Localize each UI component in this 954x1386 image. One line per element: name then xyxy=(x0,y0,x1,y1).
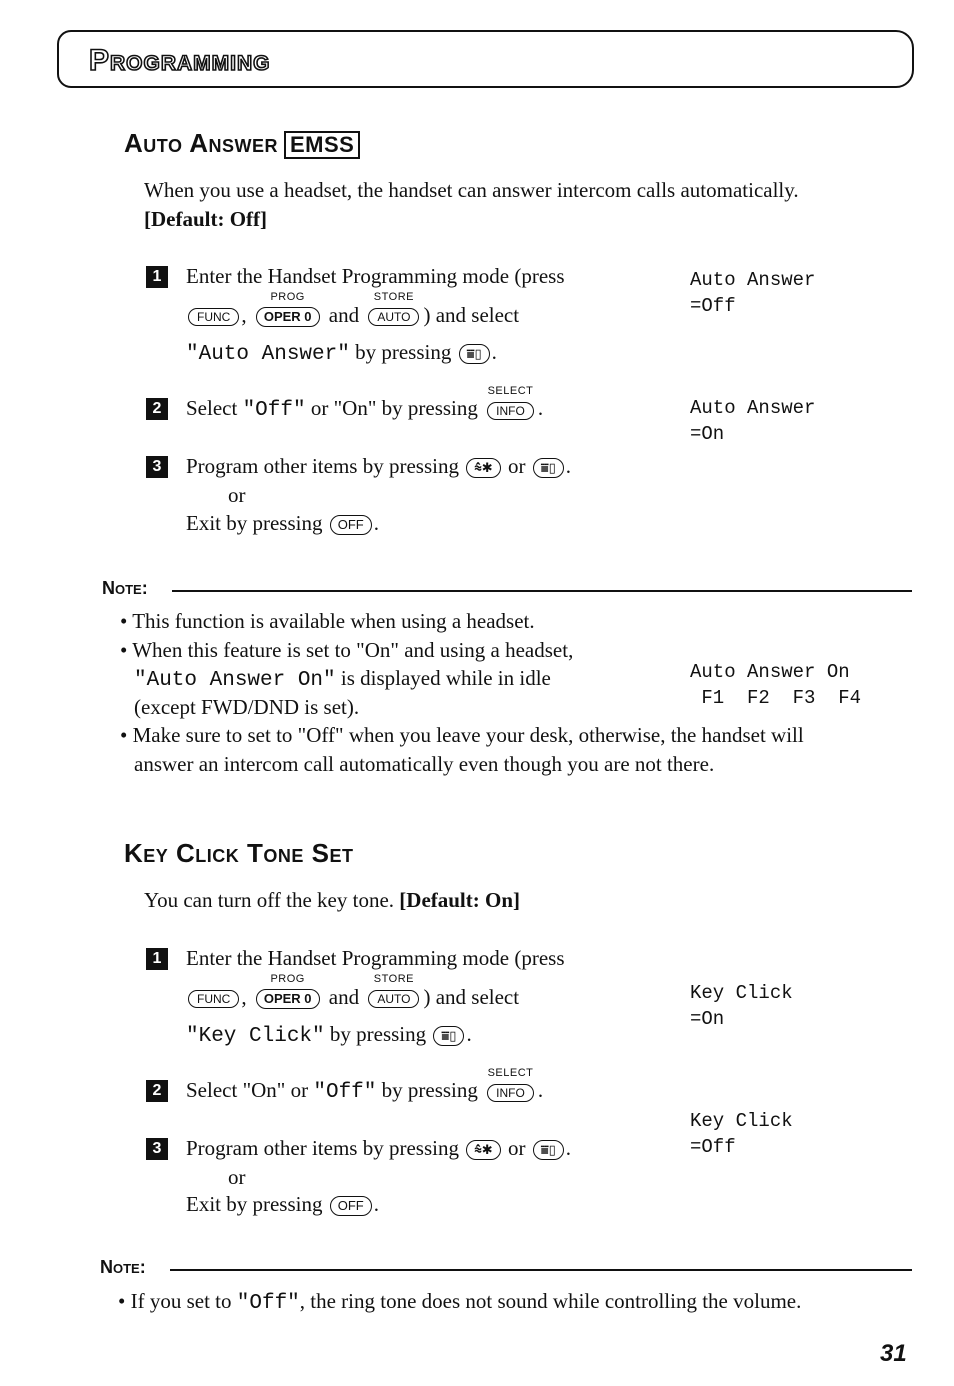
menu-item-name: "Key Click" xyxy=(186,1025,325,1048)
step-1-line-2: FUNC , PROG OPER 0 and STORE AUTO ) and select xyxy=(186,974,519,1010)
step-1-line-3: "Key Click" by pressing ⩸▯ . xyxy=(186,1022,472,1048)
info-key-icon: SELECT INFO xyxy=(487,1067,534,1101)
lcd-display-2: Auto Answer =On xyxy=(690,397,816,445)
oper-key-icon: PROG OPER 0 xyxy=(254,292,322,328)
note-item-cont: answer an intercom call automatically even though you are not there. xyxy=(134,752,715,776)
step-3-line: Program other items by pressing ⩯✱ or ⩸▯ . xyxy=(186,454,572,478)
note-label: Note: xyxy=(102,578,148,598)
step-number: 3 xyxy=(146,456,168,478)
func-key-icon: FUNC xyxy=(188,990,239,1008)
auto-key-icon: STORE AUTO xyxy=(366,292,421,328)
section-title-auto-answer xyxy=(124,128,360,159)
off-key-icon: OFF xyxy=(330,1196,372,1216)
down-key-icon: ⩸▯ xyxy=(433,1026,464,1046)
note-rule xyxy=(172,590,912,592)
step-2-line: Select "On" or "Off" by pressing SELECT INFO . xyxy=(186,1067,544,1104)
down-key-icon: ⩸▯ xyxy=(533,458,564,478)
down-key-icon: ⩸▯ xyxy=(533,1140,564,1160)
lcd-display-1: Key Click =On xyxy=(690,982,793,1030)
step-number: 2 xyxy=(146,1080,168,1102)
auto-key-icon: STORE AUTO xyxy=(366,974,421,1010)
step-1-line-3: "Auto Answer" by pressing ⩸▯ . xyxy=(186,340,497,366)
step-number: 3 xyxy=(146,1138,168,1160)
note-rule xyxy=(170,1269,912,1271)
emss-tag: EMSS xyxy=(284,131,360,159)
step-number: 1 xyxy=(146,266,168,288)
intro-text: When you use a headset, the handset can answer intercom calls automatically. xyxy=(144,178,799,202)
note-item-cont: (except FWD/DND is set). xyxy=(134,695,360,719)
step-1-line-2: FUNC , PROG OPER 0 and STORE AUTO ) and select xyxy=(186,292,519,328)
step-3-line: Program other items by pressing ⩯✱ or ⩸▯ . xyxy=(186,1136,572,1160)
intro-text: You can turn off the key tone. [Default: On] xyxy=(144,888,521,912)
note-label: Note: xyxy=(100,1257,146,1277)
info-key-icon: SELECT INFO xyxy=(487,385,534,419)
step-2-line: Select "Off" or "On" by pressing SELECT INFO . xyxy=(186,385,544,422)
lcd-display-1: Auto Answer =Off xyxy=(690,269,816,317)
note-item-cont: "Auto Answer On" is displayed while in idle xyxy=(134,666,551,692)
menu-item-name: "Auto Answer" xyxy=(186,343,350,366)
exit-line: Exit by pressing OFF . xyxy=(186,1192,379,1216)
step-number: 2 xyxy=(146,398,168,420)
lcd-idle-display: Auto Answer On F1 F2 F3 F4 xyxy=(690,661,862,709)
func-key-icon: FUNC xyxy=(188,308,239,326)
section-title-key-click: Key Click Tone Set xyxy=(124,838,354,868)
note-item: • Make sure to set to "Off" when you leave your desk, otherwise, the handset will xyxy=(120,723,804,747)
chapter-title: Programming xyxy=(89,44,271,77)
step-1-line-1: Enter the Handset Programming mode (press xyxy=(186,264,565,288)
up-key-icon: ⩯✱ xyxy=(466,1140,501,1160)
default-text: [Default: Off] xyxy=(144,207,268,231)
or-text: or xyxy=(228,483,246,507)
lcd-display-2: Key Click =Off xyxy=(690,1110,793,1158)
note-item: • If you set to "Off", the ring tone does not sound while controlling the volume. xyxy=(118,1289,802,1315)
note-item: • When this feature is set to "On" and using a headset, xyxy=(120,638,574,662)
exit-line: Exit by pressing OFF . xyxy=(186,511,379,535)
oper-key-icon: PROG OPER 0 xyxy=(254,974,322,1010)
down-key-icon: ⩸▯ xyxy=(459,344,490,364)
step-number: 1 xyxy=(146,948,168,970)
section-title-text: Auto Answer xyxy=(124,128,278,158)
off-key-icon: OFF xyxy=(330,515,372,535)
step-1-line-1: Enter the Handset Programming mode (press xyxy=(186,946,565,970)
or-text: or xyxy=(228,1165,246,1189)
note-item: • This function is available when using a headset. xyxy=(120,609,535,633)
page-number: 31 xyxy=(880,1340,907,1367)
chapter-header-banner xyxy=(57,30,914,88)
up-key-icon: ⩯✱ xyxy=(466,458,501,478)
